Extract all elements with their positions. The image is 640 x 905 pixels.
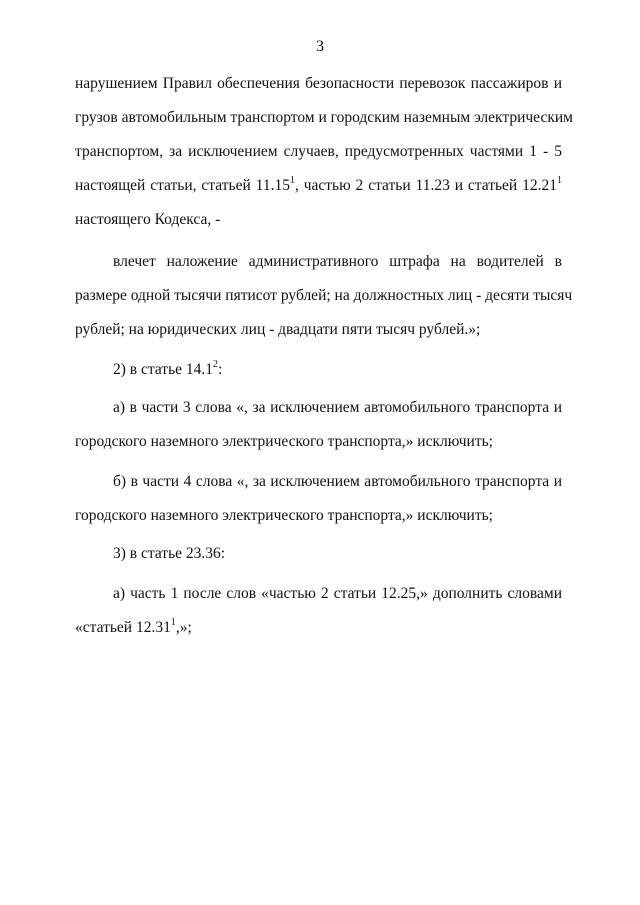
text-line — [113, 360, 562, 380]
superscript: 1 — [289, 174, 295, 186]
text-span: , частью 2 статьи 11.23 и статьей 12.21 — [294, 177, 557, 194]
text-line: размере одной тысячи пятисот рублей; на должностных лиц - десяти тысяч — [75, 287, 573, 304]
superscript: 1 — [557, 174, 562, 186]
text-span: 2) в статье 14.1 — [113, 361, 214, 378]
text-line: а) часть 1 после слов «частью 2 статьи 12.25,» дополнить словами — [113, 585, 562, 602]
text-span: : — [218, 361, 223, 378]
page-number: 3 — [316, 38, 324, 55]
text-line: 3) в статье 23.36: — [113, 545, 226, 562]
text-line: грузов автомобильным транспортом и городским наземным электрическим — [75, 109, 573, 126]
superscript: 1 — [170, 616, 176, 628]
text-line: рублей; на юридических лиц - двадцати пяти тысяч рублей.»; — [75, 321, 481, 338]
text-line: а) в части 3 слова «, за исключением автомобильного транспорта и — [113, 399, 562, 416]
text-line — [75, 618, 562, 638]
text-span: настоящей статьи, статьей 11.15 — [75, 177, 290, 194]
superscript: 2 — [213, 358, 219, 370]
text-line — [75, 176, 562, 196]
text-line: б) в части 4 слова «, за исключением автомобильного транспорта и — [113, 473, 562, 490]
text-line: городского наземного электрического транспорта,» исключить; — [75, 433, 493, 450]
text-line: настоящего Кодекса, - — [75, 211, 221, 228]
text-span: ,»; — [175, 619, 192, 636]
text-line: влечет наложение административного штрафа на водителей в — [113, 253, 562, 270]
text-line: транспортом, за исключением случаев, предусмотренных частями 1 - 5 — [75, 143, 562, 160]
text-line: нарушением Правил обеспечения безопасности перевозок пассажиров и — [75, 75, 562, 92]
text-line: городского наземного электрического транспорта,» исключить; — [75, 507, 493, 524]
text-span: «статьей 12.31 — [75, 619, 171, 636]
